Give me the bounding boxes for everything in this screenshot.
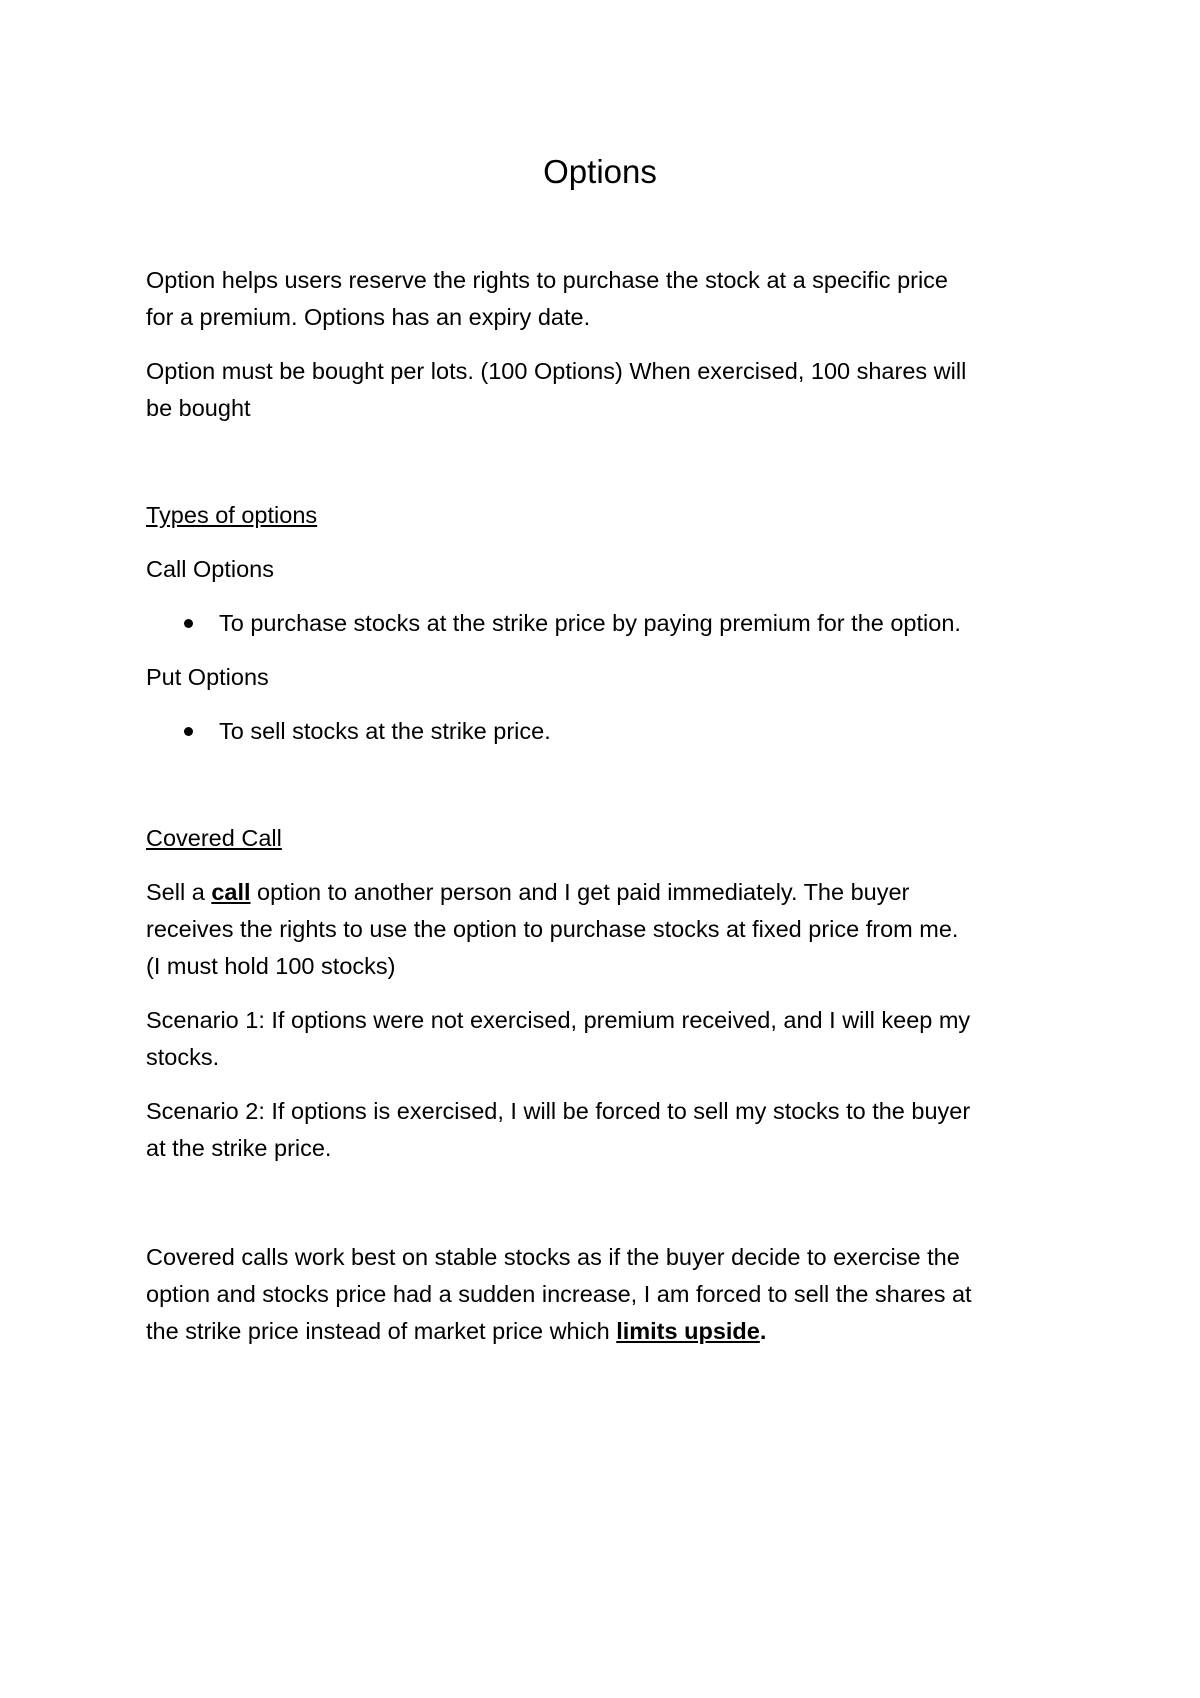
call-options-bullet-text: To purchase stocks at the strike price by paying premium for the option. bbox=[219, 610, 961, 636]
intro-line-1: Option helps users reserve the rights to purchase the stock at a specific price bbox=[146, 267, 949, 293]
call-emphasis: call bbox=[211, 879, 251, 905]
summary-line-1: Covered calls work best on stable stocks as if the buyer decide to exercise the bbox=[146, 1244, 960, 1270]
types-heading: Types of options bbox=[146, 502, 318, 528]
put-options-label: Put Options bbox=[146, 664, 269, 690]
bullet-icon bbox=[184, 727, 193, 736]
covered-call-suffix: option to another person and I get paid immediately. The buyer bbox=[250, 879, 910, 905]
summary-period: . bbox=[759, 1318, 767, 1344]
limits-upside-emphasis: limits upside bbox=[616, 1318, 760, 1344]
page-title: Options bbox=[543, 153, 657, 190]
covered-call-line-1 bbox=[146, 874, 1076, 911]
scenario-1-line-2: stocks. bbox=[146, 1044, 220, 1070]
intro-line-2: for a premium. Options has an expiry date. bbox=[146, 304, 591, 330]
lots-line-2: be bought bbox=[146, 395, 251, 421]
lots-line-1: Option must be bought per lots. (100 Options) When exercised, 100 shares will bbox=[146, 358, 967, 384]
summary-prefix: the strike price instead of market price which bbox=[146, 1318, 617, 1344]
call-options-label: Call Options bbox=[146, 556, 274, 582]
covered-call-heading: Covered Call bbox=[146, 825, 282, 851]
put-options-bullet-text: To sell stocks at the strike price. bbox=[219, 718, 551, 744]
covered-call-prefix: Sell a bbox=[146, 879, 212, 905]
bullet-icon bbox=[184, 619, 193, 628]
scenario-2-line-2: at the strike price. bbox=[146, 1135, 332, 1161]
summary-line-3 bbox=[146, 1313, 1076, 1350]
covered-call-line-2: receives the rights to use the option to purchase stocks at fixed price from me. bbox=[146, 916, 959, 942]
covered-call-line-3: (I must hold 100 stocks) bbox=[146, 953, 396, 979]
scenario-1-line-1: Scenario 1: If options were not exercised, premium received, and I will keep my bbox=[146, 1007, 971, 1033]
summary-line-2: option and stocks price had a sudden increase, I am forced to sell the shares at bbox=[146, 1281, 972, 1307]
scenario-2-line-1: Scenario 2: If options is exercised, I will be forced to sell my stocks to the buyer bbox=[146, 1098, 971, 1124]
